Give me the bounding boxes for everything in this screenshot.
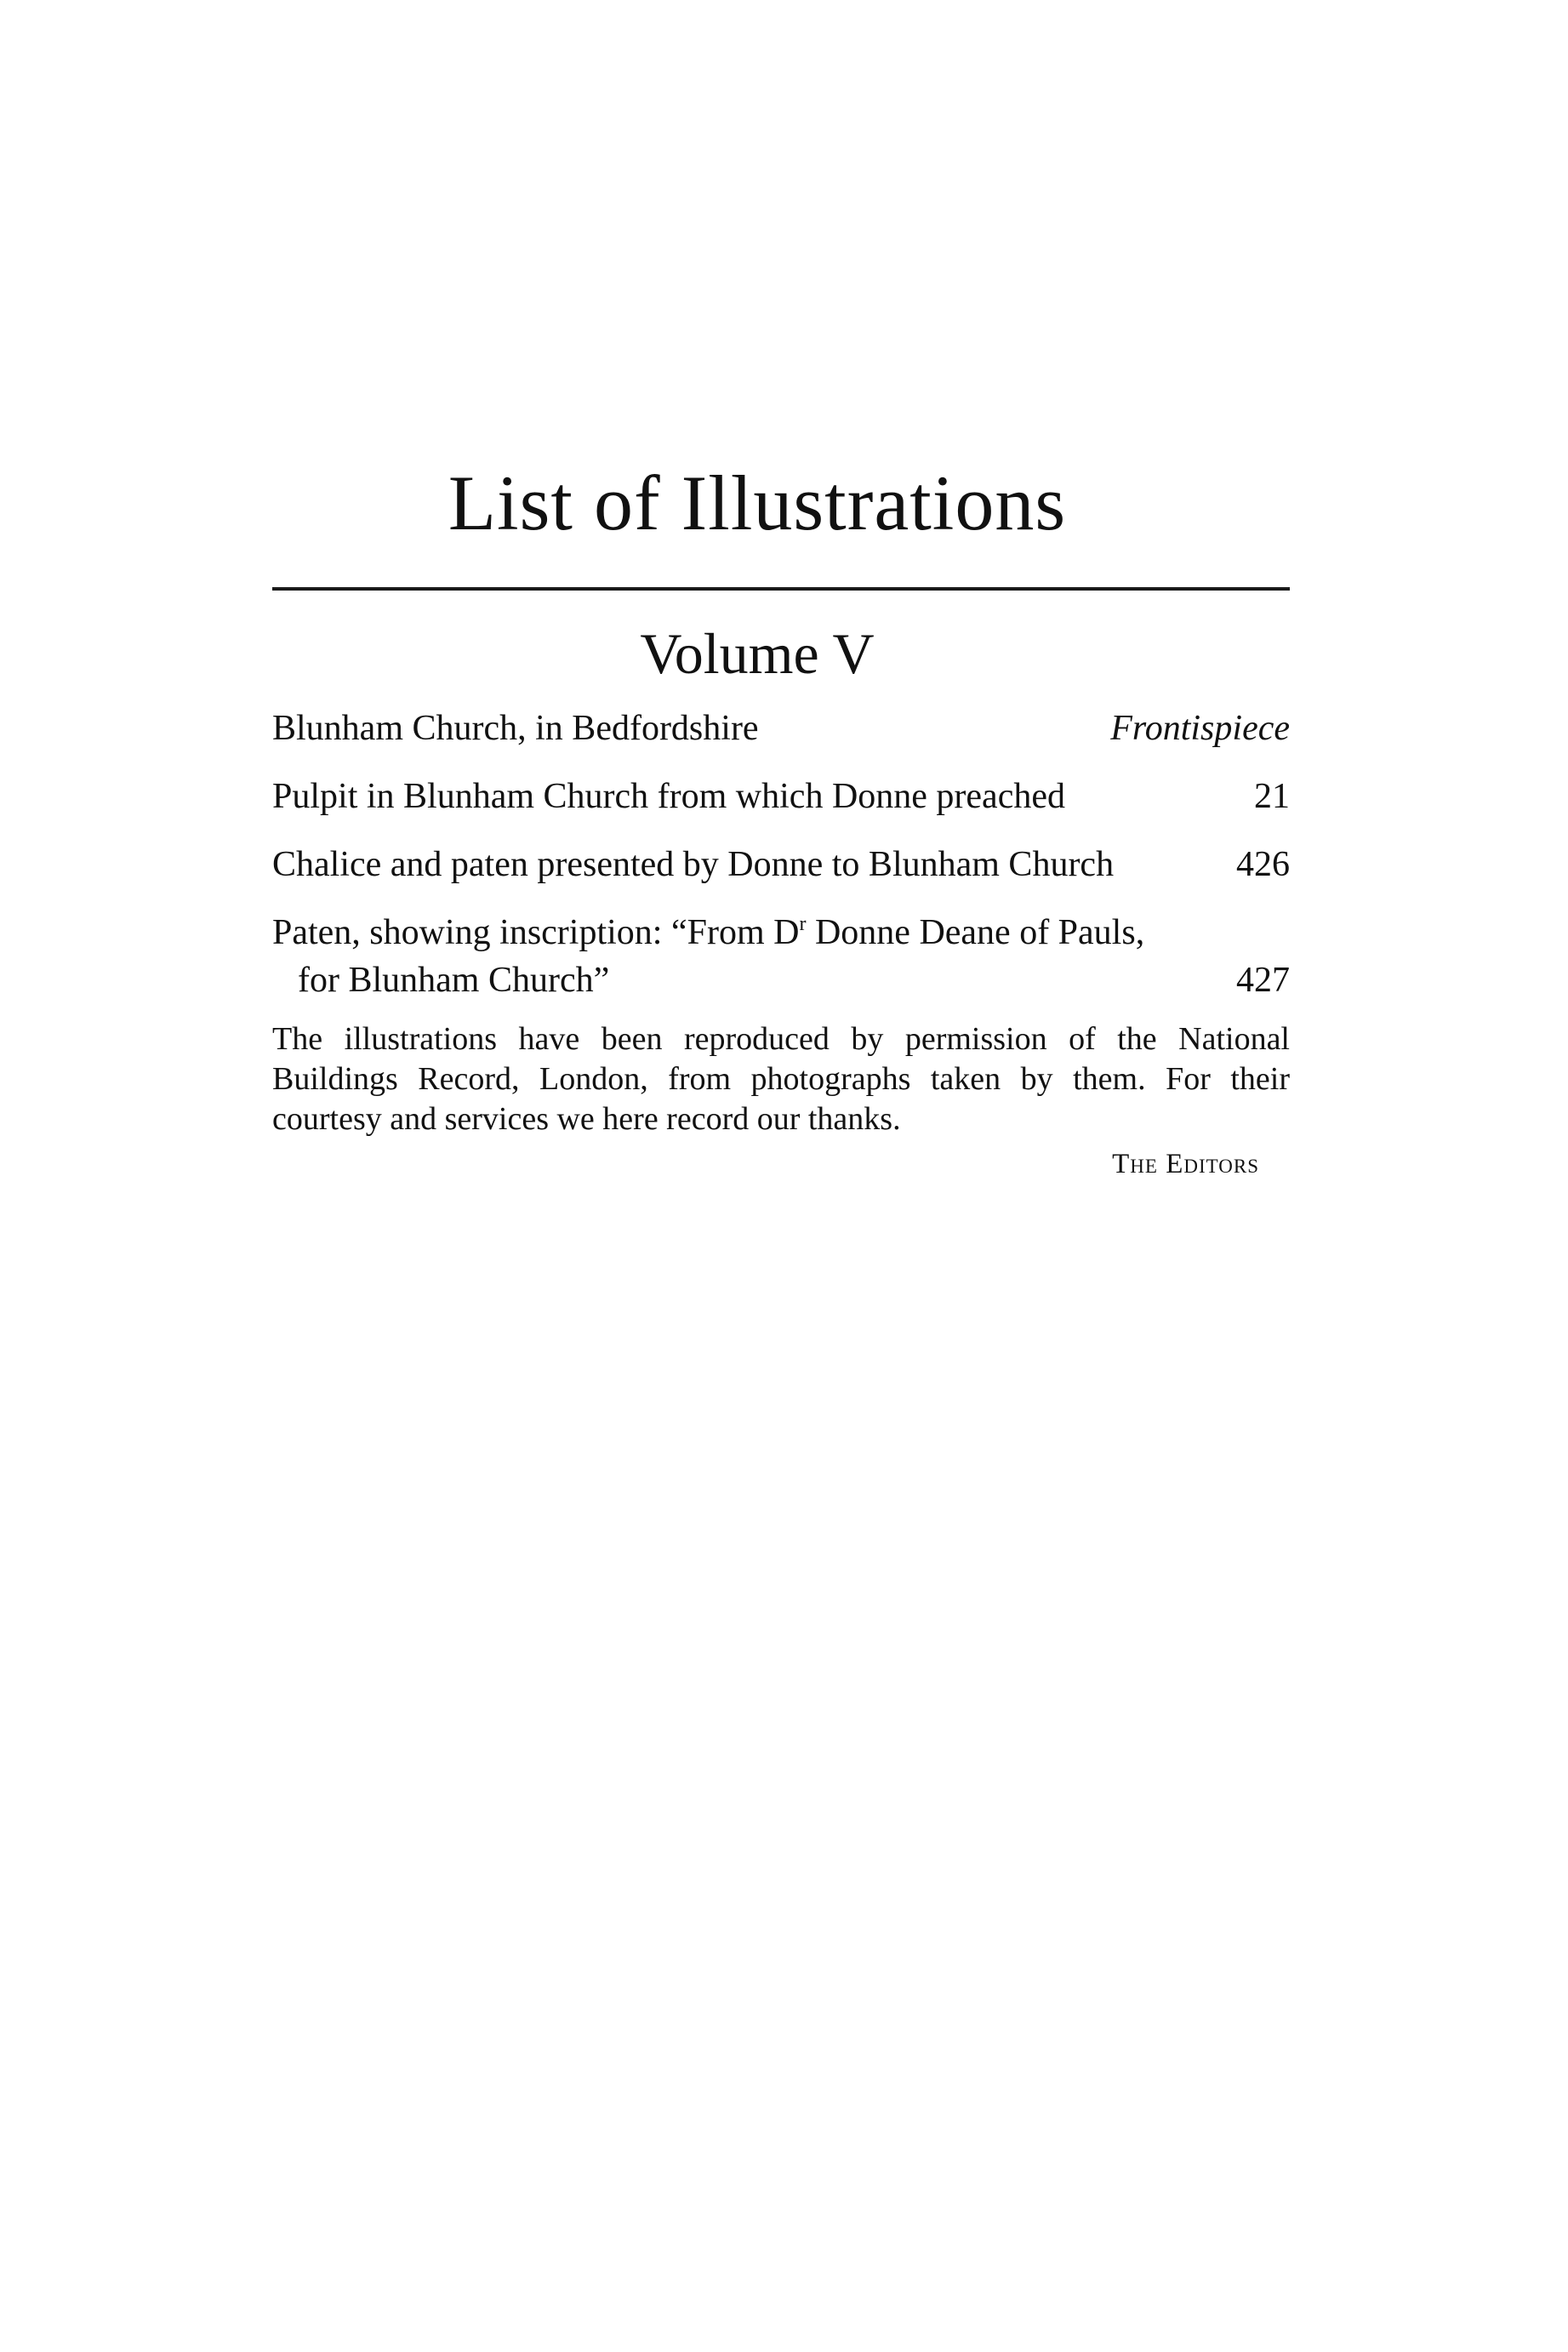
list-item bbox=[272, 841, 1290, 888]
acknowledgement-note: The illustrations have been reproduced by permission of the National Buildings Record, London, from photographs taken by them. For their courtesy and services we here record our thanks. bbox=[272, 1021, 1290, 1137]
illustration-title: Pulpit in Blunham Church from which Donne preached bbox=[272, 777, 1065, 816]
illustration-title-line1 bbox=[272, 913, 1144, 952]
list-item bbox=[272, 773, 1290, 820]
volume-heading: Volume V bbox=[640, 621, 875, 686]
list-item bbox=[272, 909, 1290, 1004]
list-item bbox=[272, 705, 1290, 752]
illustration-title: Chalice and paten presented by Donne to Blunham Church bbox=[272, 845, 1115, 884]
illustration-title bbox=[272, 909, 1144, 1004]
illustration-page: 21 bbox=[1254, 777, 1290, 816]
illustrations-list bbox=[272, 705, 1290, 1025]
illustration-title-pre: Paten, showing inscription: “From D bbox=[272, 913, 800, 952]
illustration-title: Blunham Church, in Bedfordshire bbox=[272, 709, 759, 748]
signature: The Editors bbox=[1112, 1149, 1259, 1179]
illustration-page: 426 bbox=[1236, 845, 1290, 884]
page-title: List of Illustrations bbox=[448, 460, 1067, 546]
illustration-page: 427 bbox=[1236, 961, 1290, 1000]
illustration-page: Frontispiece bbox=[1110, 709, 1290, 748]
illustration-title-post: Donne Deane of Pauls, bbox=[806, 913, 1145, 952]
title-rule bbox=[272, 587, 1290, 591]
illustration-title-line2: for Blunham Church” bbox=[298, 961, 610, 1000]
superscript-r: r bbox=[799, 913, 807, 935]
